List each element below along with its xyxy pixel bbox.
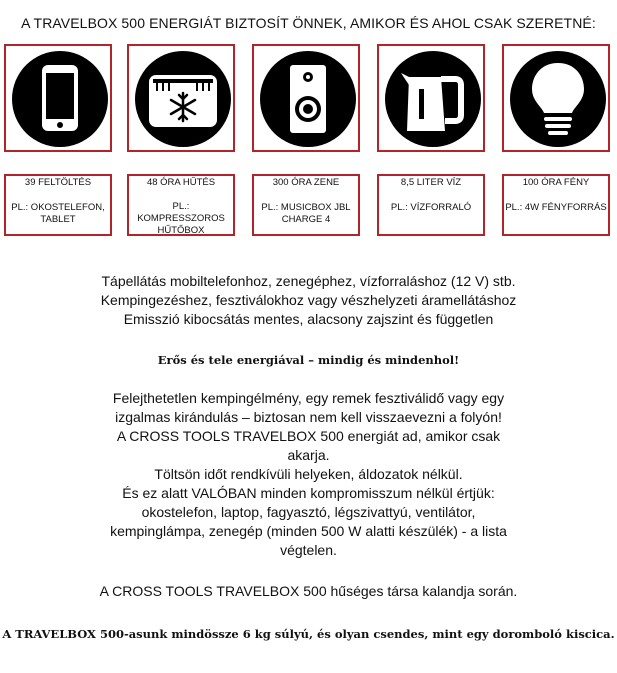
feature-title: 300 ÓRA ZENE	[272, 177, 340, 188]
headline: A TRAVELBOX 500 ENERGIÁT BIZTOSÍT ÖNNEK, AMIKOR ÉS AHOL CSAK SZERETNÉ:	[21, 15, 596, 31]
feature-icon-box-music	[252, 44, 360, 152]
feature-example: PL.: OKOSTELEFON, TABLET	[11, 202, 105, 225]
intro-line: Tápellátás mobiltelefonhoz, zenegéphez, vízforraláshoz (12 V) stb.	[101, 273, 516, 289]
feature-label-cooling	[127, 174, 235, 236]
body-line: Töltsön időt rendkívüli helyeken, áldozatok nélkül.	[154, 466, 463, 482]
body-paragraph	[0, 389, 617, 560]
feature-icon-box-charging	[4, 44, 112, 152]
intro-line: Emisszió kibocsátás mentes, alacsony zajszint és független	[123, 311, 494, 327]
feature-label-music	[252, 174, 360, 236]
feature-title: 8,5 LITER VÍZ	[400, 177, 462, 188]
feature-label-light	[502, 174, 610, 236]
feature-title: 100 ÓRA FÉNY	[522, 177, 590, 188]
cooler-snowflake-icon	[135, 51, 231, 147]
feature-example: PL.: MUSICBOX JBL CHARGE 4	[261, 202, 351, 225]
feature-example: PL.: 4W FÉNYFORRÁS	[505, 202, 607, 213]
smartphone-icon	[12, 51, 108, 147]
companion-line: A CROSS TOOLS TRAVELBOX 500 hűséges társa kalandja során.	[99, 583, 518, 599]
feature-icon-box-light	[502, 44, 610, 152]
intro-line: Kempingezéshez, fesztiválokhoz vagy vészhelyzeti áramellátáshoz	[100, 292, 517, 308]
feature-label-water	[377, 174, 485, 236]
intro-paragraph	[0, 272, 617, 329]
feature-title: 48 ÓRA HŰTÉS	[146, 177, 216, 188]
feature-icon-box-cooling	[127, 44, 235, 152]
feature-example: PL.: VÍZFORRALÓ	[390, 202, 472, 213]
body-line: izgalmas kirándulás – biztosan nem kell visszaevezni a folyón!	[115, 409, 502, 425]
body-line: okostelefon, laptop, fagyasztó, légszivattyú, ventilátor,	[141, 504, 476, 520]
speaker-icon	[260, 51, 356, 147]
kettle-icon	[385, 51, 481, 147]
feature-title: 39 FELTÖLTÉS	[24, 177, 92, 188]
body-line: végtelen.	[280, 542, 337, 558]
body-line: Felejthetetlen kempingélmény, egy remek fesztiválidő vagy egy	[112, 390, 505, 406]
closing-line: A TRAVELBOX 500-asunk mindössze 6 kg súlyú, és olyan csendes, mint egy doromboló kiscica.	[2, 627, 615, 641]
body-line: kempinglámpa, zenegép (minden 500 W alatti készülék) - a lista	[110, 523, 507, 539]
feature-example: PL.: KOMPRESSZOROS HŰTŐBOX	[137, 201, 225, 236]
body-line: A CROSS TOOLS TRAVELBOX 500 energiát ad, amikor csak	[116, 428, 501, 444]
body-line: akarja.	[287, 447, 330, 463]
feature-icon-row	[4, 44, 614, 156]
body-line: És ez alatt VALÓBAN minden kompromisszum nélkül értjük:	[122, 485, 495, 501]
slogan: Erős és tele energiával – mindig és mindenhol!	[157, 353, 460, 367]
feature-icon-box-water	[377, 44, 485, 152]
feature-label-charging	[4, 174, 112, 236]
lightbulb-icon	[510, 51, 606, 147]
